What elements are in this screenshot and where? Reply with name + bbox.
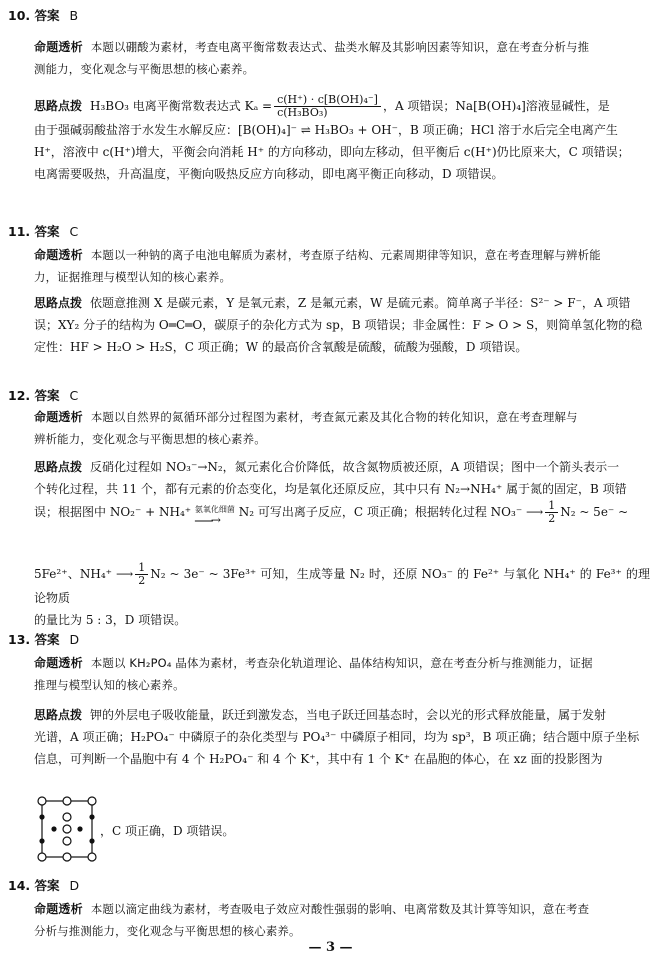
q13-silu-line1: 钾的外层电子吸收能量，跃迁到激发态，当电子跃迁回基态时，会以光的形式释放能量，属于发射 xyxy=(90,708,607,722)
q14-mingti-line1: 本题以滴定曲线为素材，考查吸电子效应对酸性强弱的影响、电离常数及其计算等知识，意在考查 xyxy=(90,902,590,916)
q11-silu-label: 思路点拨 xyxy=(34,296,83,310)
inner-atom xyxy=(63,813,71,821)
q13-header xyxy=(8,630,79,648)
q12-silu-line2: 个转化过程，共 11 个，都有元素的价态变化，均是氧化还原反应，其中只有 N₂→NH₄⁺ 属于氮的固定，B 项错 xyxy=(34,482,627,496)
q14-mingti-label: 命题透析 xyxy=(34,902,83,916)
q10-silu xyxy=(34,94,650,185)
q10-silu-line4: 电离需要吸热，升高温度，平衡向吸热反应方向移动，即电离平衡正向移动，D 项错误。 xyxy=(34,167,504,181)
q12-silu-line5: 的量比为 5 : 3，D 项错误。 xyxy=(34,613,187,627)
q13-mingti-line1: 本题以 KH₂PO₄ 晶体为素材，考查杂化轨道理论、晶体结构知识，意在考查分析与推测能力，证据 xyxy=(90,656,593,670)
q10-silu-line2: 由于强碱弱酸盐溶于水发生水解反应：[B(OH)₄]⁻ ⇌ H₃BO₃ + OH⁻，B 项正确；HCl 溶于水后完全电离产生 xyxy=(34,123,618,137)
q14-mingti-line2: 分析与推测能力，变化观念与平衡思想的核心素养。 xyxy=(34,924,301,938)
solid-atom xyxy=(39,838,44,843)
q10-mingti-label: 命题透析 xyxy=(34,40,83,54)
q10-silu-line1-pre: H₃BO₃ 电离平衡常数表达式 Kₐ = xyxy=(90,99,273,113)
corner-atom xyxy=(38,797,46,805)
q13-silu xyxy=(34,704,650,770)
corner-atom xyxy=(88,797,96,805)
q10-frac-num: c(H⁺) · c[B(OH)₄⁻] xyxy=(274,94,381,107)
q10-silu-label: 思路点拨 xyxy=(34,99,83,113)
q12-silu-line3-post: N₂ ~ 5e⁻ ~ xyxy=(560,505,629,519)
q11-silu xyxy=(34,292,650,358)
xz-projection-svg xyxy=(36,795,98,863)
q13-answer: D xyxy=(69,632,80,647)
q13-mingti xyxy=(34,652,650,696)
inner-atom xyxy=(63,825,71,833)
q13-silu-line4: ，C 项正确，D 项错误。 xyxy=(100,824,235,838)
q12-silu-line1: 反硝化过程如 NO₃⁻→N₂，氮元素化合价降低，故含氮物质被还原，A 项错误；图中一个箭头表示一 xyxy=(90,460,620,474)
q11-mingti-label: 命题透析 xyxy=(34,248,83,262)
q10-number: 10. 答案 xyxy=(8,8,60,23)
q11-silu-line1: 依题意推测 X 是碳元素，Y 是氧元素，Z 是氟元素，W 是硫元素。简单离子半径：S²⁻ > F⁻，A 项错 xyxy=(90,296,631,310)
solid-atom xyxy=(51,826,56,831)
inner-atom xyxy=(63,837,71,845)
q12-mingti-label: 命题透析 xyxy=(34,410,83,424)
q14-header xyxy=(8,876,79,894)
q12-silu xyxy=(34,456,650,525)
q12-silu-line4-pre: 5Fe²⁺、NH₄⁺ ⟶ xyxy=(34,567,134,581)
q10-mingti-line2: 测能力，变化观念与平衡思想的核心素养。 xyxy=(34,62,255,76)
q14-answer: D xyxy=(69,878,80,893)
q12-silu-line3-pre: 误；根据图中 NO₂⁻ + NH₄⁺ xyxy=(34,505,192,519)
q10-silu-line3: H⁺，溶液中 c(H⁺)增大，平衡会向消耗 H⁺ 的方向移动，即向左移动，但平衡后 c(H⁺)仍比原来大，C 项错误； xyxy=(34,145,630,159)
q12-reaction-arrow xyxy=(195,505,235,525)
q12-half-fraction-2 xyxy=(135,562,148,587)
q13-silu-end xyxy=(100,820,500,842)
q13-mingti-line2: 推理与模型认知的核心素养。 xyxy=(34,678,185,692)
q10-header xyxy=(8,6,78,24)
q11-mingti-line2: 力，证据推理与模型认知的核心素养。 xyxy=(34,270,232,284)
q12-half-num-1: 1 xyxy=(545,500,558,513)
q12-number: 12. 答案 xyxy=(8,388,60,403)
q10-answer: B xyxy=(69,8,79,23)
solid-atom xyxy=(39,814,44,819)
hollow-atoms xyxy=(38,797,96,861)
solid-atom xyxy=(89,814,94,819)
q12-answer: C xyxy=(69,388,79,403)
q12-mingti xyxy=(34,406,650,450)
q10-silu-line1-post: ，A 项错误；Na[B(OH)₄]溶液显碱性，是 xyxy=(382,99,610,113)
q12-silu-label: 思路点拨 xyxy=(34,460,83,474)
q11-silu-line3: 定性：HF > H₂O > H₂S，C 项正确；W 的最高价含氧酸是硫酸，硫酸为强酸，D 项错误。 xyxy=(34,340,528,354)
corner-atom xyxy=(38,853,46,861)
q12-silu-line3-mid: N₂ 可写出离子反应，C 项正确；根据转化过程 NO₃⁻ ⟶ xyxy=(238,505,544,519)
q11-silu-line2: 误；XY₂ 分子的结构为 O═C═O，碳原子的杂化方式为 sp，B 项错误；非金属性：F > O > S，则简单氢化物的稳 xyxy=(34,318,643,332)
q10-mingti-line1: 本题以硼酸为素材，考查电离平衡常数表达式、盐类水解及其影响因素等知识，意在考查分析与推 xyxy=(90,40,590,54)
q12-mingti-line1: 本题以自然界的氮循环部分过程图为素材，考查氮元素及其化合物的转化知识，意在考查理解与 xyxy=(90,410,578,424)
q13-silu-line2: 光谱，A 项正确；H₂PO₄⁻ 中磷原子的杂化类型与 PO₄³⁻ 中磷原子相同，均为 sp³，B 项正确；结合题中原子坐标 xyxy=(34,730,640,744)
q11-mingti-line1: 本题以一种钠的离子电池电解质为素材，考查原子结构、元素周期律等知识，意在考查理解与辨析能 xyxy=(90,248,601,262)
q12-half-fraction-1 xyxy=(545,500,558,525)
q13-silu-line3: 信息，可判断一个晶胞中有 4 个 H₂PO₄⁻ 和 4 个 K⁺，其中有 1 个 K⁺ 在晶胞的体心，在 xz 面的投影图为 xyxy=(34,752,603,766)
q12-mingti-line2: 辨析能力，变化观念与平衡思想的核心素养。 xyxy=(34,432,266,446)
q12-arrow-label: 氨氧化细菌 xyxy=(194,505,235,514)
q10-mingti xyxy=(34,36,650,80)
q11-answer: C xyxy=(69,224,79,239)
corner-atom xyxy=(88,853,96,861)
solid-atom xyxy=(89,838,94,843)
edge-atom xyxy=(63,797,71,805)
q14-mingti xyxy=(34,898,650,942)
q12-half-num-2: 1 xyxy=(135,562,148,575)
q11-header xyxy=(8,222,78,240)
q13-mingti-label: 命题透析 xyxy=(34,656,83,670)
page-number: — 3 — xyxy=(308,940,353,955)
solid-atom xyxy=(77,826,82,831)
q12-header xyxy=(8,386,78,404)
q12-silu-line4-post: N₂ ~ 3e⁻ ~ 3Fe³⁺ 可知，生成等量 N₂ 时，还原 NO₃⁻ 的 Fe²⁺ 与氧化 NH₄⁺ 的 Fe³⁺ 的理论物质 xyxy=(34,567,650,605)
q11-number: 11. 答案 xyxy=(8,224,60,239)
q10-ka-fraction xyxy=(274,94,381,119)
q11-mingti xyxy=(34,244,650,288)
q12-half-den-2: 2 xyxy=(138,574,146,587)
crystal-projection-diagram xyxy=(36,795,98,867)
q13-number: 13. 答案 xyxy=(8,632,60,647)
q12-arrow-line: ⎯⎯⎯⎯→ xyxy=(194,513,219,527)
q13-silu-label: 思路点拨 xyxy=(34,708,83,722)
q12-silu-cont xyxy=(34,562,650,631)
q10-frac-den: c(H₃BO₃) xyxy=(277,106,328,119)
q12-half-den-1: 2 xyxy=(548,512,556,525)
edge-atom xyxy=(63,853,71,861)
q14-number: 14. 答案 xyxy=(8,878,60,893)
